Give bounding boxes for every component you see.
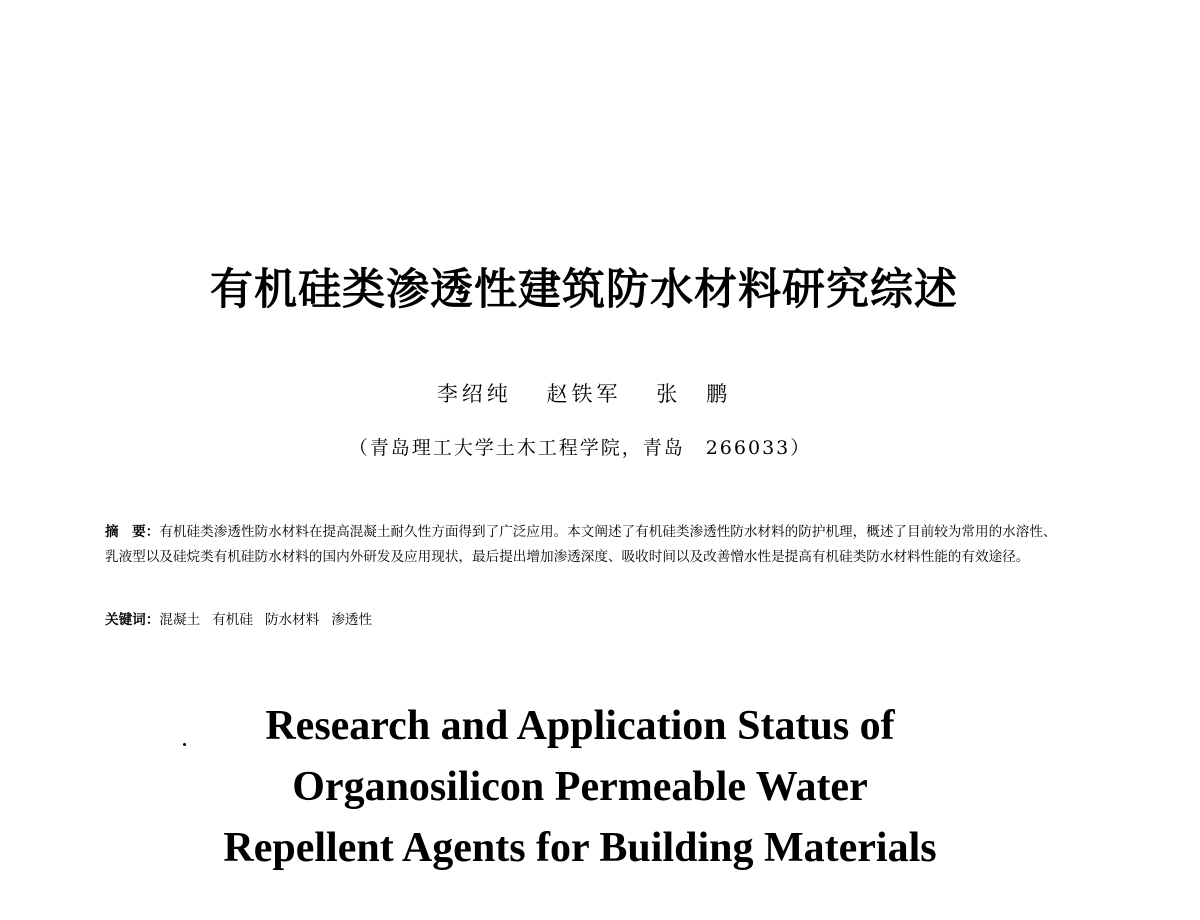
- affiliation: （青岛理工大学土木工程学院，青岛 266033）: [348, 437, 812, 459]
- author-list: [0, 378, 1168, 408]
- keywords-label: 关键词：: [105, 612, 160, 628]
- author-name: 张 鹏: [656, 382, 732, 406]
- english-title: [0, 696, 1160, 879]
- abstract-text: 有机硅类渗透性防水材料在提高混凝土耐久性方面得到了广泛应用。本文阐述了有机硅类渗透性防水材料的防护机理，概述了目前较为常用的水溶性、乳液型以及硅烷类有机硅防水材料的国内外研发及应用现状，最后提出增加渗透深度、吸收时间以及改善憎水性是提高有机硅类防水材料性能的有效途径。: [105, 524, 1057, 565]
- english-title-line: Organosilicon Permeable Water: [292, 764, 868, 810]
- keyword: 渗透性: [331, 612, 373, 628]
- abstract-label: 摘 要：: [105, 524, 160, 540]
- abstract: [105, 520, 1065, 570]
- keyword: 有机硅: [212, 612, 253, 628]
- author-name: 赵铁军: [546, 382, 622, 406]
- english-title-line: Research and Application Status of: [265, 703, 895, 749]
- chinese-title: 有机硅类渗透性建筑防水材料研究综述: [210, 265, 958, 315]
- keyword: 混凝土: [159, 612, 201, 628]
- keywords: [105, 608, 1065, 633]
- keyword: 防水材料: [264, 612, 320, 628]
- english-title-line: Repellent Agents for Building Materials: [223, 825, 937, 871]
- author-name: 李绍纯: [436, 382, 512, 406]
